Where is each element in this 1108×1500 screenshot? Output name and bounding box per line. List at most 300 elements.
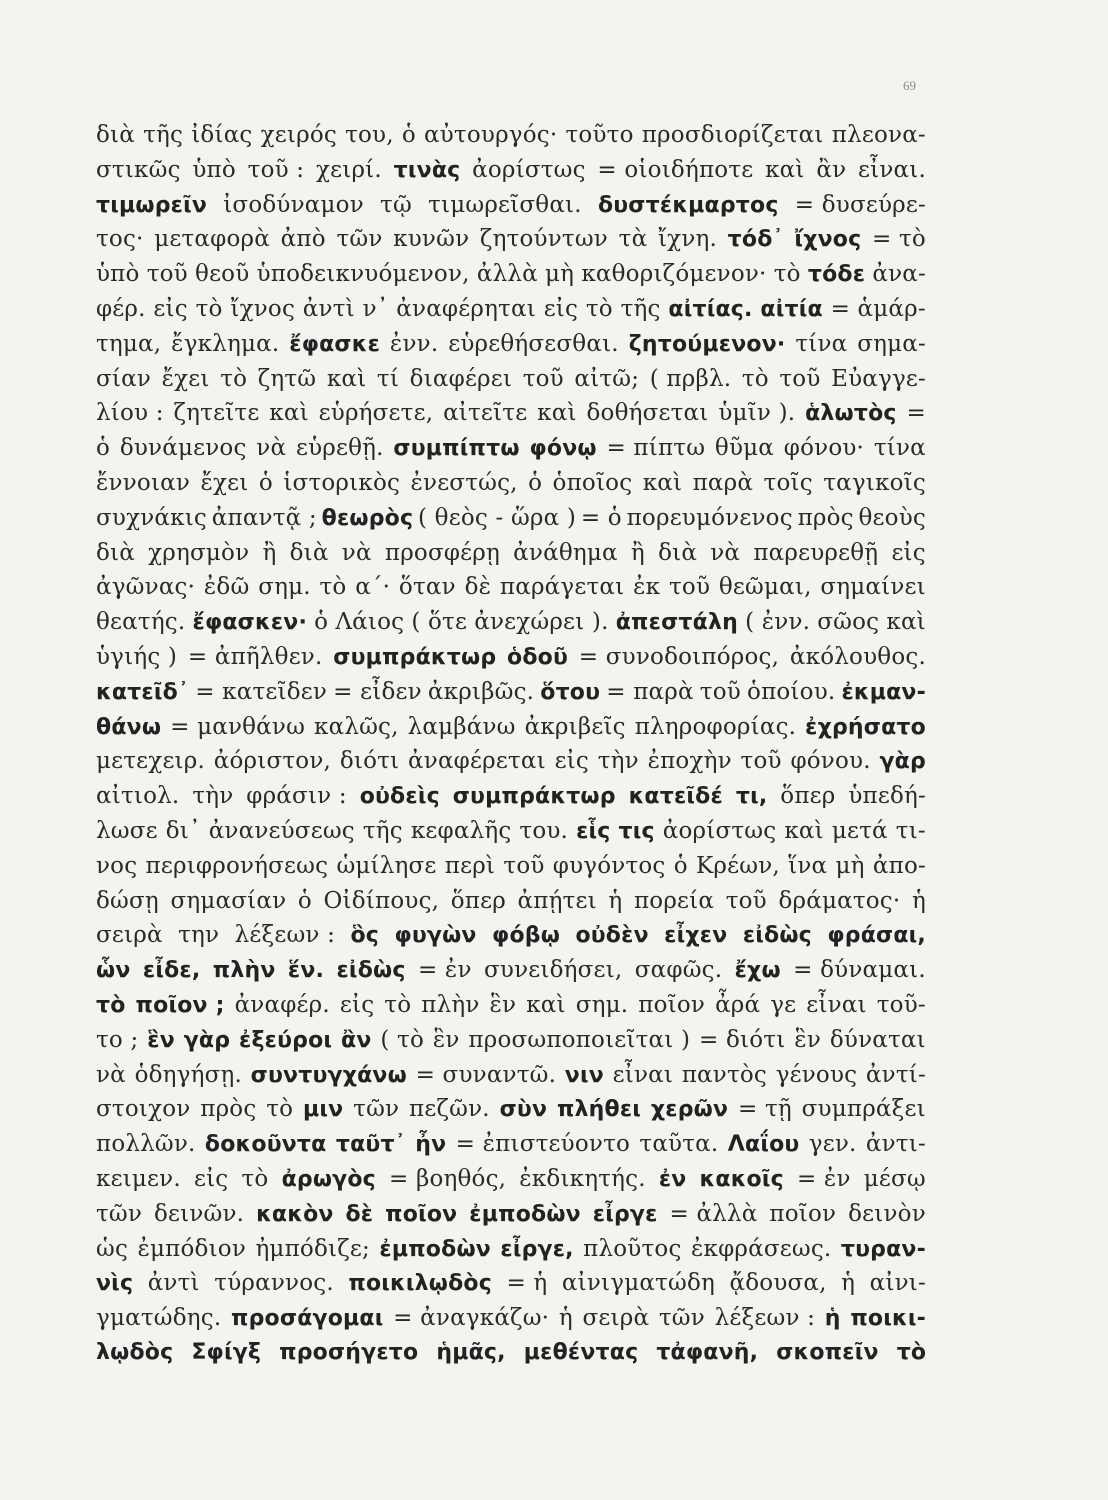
headword: ἐν [658, 1166, 687, 1192]
word: ὑποδεικνυόμενον, [256, 261, 470, 288]
headword: κατεῖδέ [628, 784, 723, 810]
headword: ἔφασκε [289, 331, 381, 357]
word: φυγόντος [552, 852, 666, 879]
headword: ἀρωγὸς [281, 1166, 376, 1192]
headword: ζητούμενον· [628, 331, 786, 357]
word: ἰδίας [191, 122, 253, 148]
word: ὁ [528, 469, 543, 496]
headword: τἀφανῆ, [656, 1339, 759, 1365]
word: ( τὸ [380, 1026, 425, 1053]
word: τῆς [143, 122, 184, 148]
word: ἠμπόδιζε; [255, 1235, 370, 1262]
word: πολλῶν. [96, 1131, 196, 1158]
word: διὰ [658, 539, 698, 566]
headword: εἰδὼς [336, 958, 406, 984]
word: ν᾽ [362, 295, 389, 322]
word: καὶ [526, 991, 566, 1018]
word: ἀπο- [872, 852, 926, 879]
word: = τὸ [872, 226, 926, 253]
text-line [96, 988, 926, 1023]
word: Εὐαγγε- [831, 365, 926, 392]
word: παράγεται [499, 574, 625, 601]
word: ἔχει [200, 469, 249, 496]
headword: ἂν [341, 1027, 372, 1053]
word: προσφέρῃ [384, 539, 500, 566]
word: τὸ [585, 295, 613, 322]
word: καὶ [269, 400, 309, 427]
word: γένους [775, 1061, 858, 1088]
word: τῷ [380, 191, 412, 218]
word: αὐτουργός· [424, 122, 558, 148]
word: τοῦ : [247, 156, 305, 183]
text-line [96, 1197, 926, 1232]
word: μὴ [835, 852, 865, 879]
commentary-text [96, 118, 926, 1371]
word: ( θεὸς - ὥρα ) [417, 504, 577, 531]
word: τῆς [620, 295, 661, 322]
word: τοῖς [763, 469, 813, 496]
word: ἔχει [161, 365, 210, 392]
word: τοῦ [740, 748, 782, 775]
word: ἐδῶ [203, 574, 250, 601]
word: προσωποποιεῖται ) [468, 1026, 691, 1053]
word: λαμβάνω [407, 713, 516, 740]
word: ( ὅτε [411, 609, 468, 636]
word: τῆς [362, 817, 403, 844]
word: αἰνιγματώδη [561, 1270, 716, 1297]
word: καὶ [784, 817, 824, 844]
word: προσδιορίζεται [641, 122, 824, 148]
word: διὰ [96, 539, 135, 566]
word: ζητῶ [257, 365, 317, 392]
word: χειρός [260, 122, 337, 148]
word: ἡ [841, 1270, 856, 1297]
text-line [96, 605, 926, 640]
headword: εἶργε [592, 1201, 658, 1227]
headword: τινὰς [393, 157, 461, 183]
word: μετά [831, 817, 888, 844]
headword: ἐχρήσατο [805, 714, 926, 740]
word: ἀνάθημα [513, 539, 618, 566]
text-line [96, 640, 926, 675]
word: σημα- [857, 330, 926, 357]
headword: ὅτου [540, 679, 601, 705]
word: τοῦ- [876, 991, 926, 1018]
word: ποῖον [638, 991, 706, 1018]
headword: πλὴν [212, 958, 276, 984]
word: γε [770, 991, 797, 1018]
word: λέξεων : [234, 922, 336, 949]
word: τῶν [658, 1305, 705, 1332]
word: του. [519, 817, 569, 844]
word: = βοηθός, [388, 1165, 507, 1192]
word: ἔγκλημα. [171, 330, 280, 357]
word: σαφῶς. [634, 957, 723, 984]
word: τὸ [195, 295, 223, 322]
word: στοιχον [96, 1096, 191, 1123]
headword: φράσαι, [827, 923, 926, 949]
text-line [96, 1301, 926, 1336]
word: = δυσεύρε- [794, 191, 926, 218]
word: πορεία [633, 887, 715, 914]
word: ταγικοῖς [823, 469, 926, 496]
word: ἵνα [788, 852, 828, 879]
word: εἶναι. [857, 156, 926, 183]
word: Οἰδίπους, [323, 887, 440, 914]
word: συμπράξει [801, 1096, 926, 1123]
headword: ὃς [350, 923, 380, 949]
headword: φόνῳ [529, 436, 597, 462]
word: διὰ [289, 539, 329, 566]
word: χειρί. [315, 156, 382, 183]
word: χρησμὸν [148, 539, 250, 566]
word: ὁποίου. [747, 678, 836, 705]
word: αἰτεῖτε [443, 400, 528, 427]
text-line [96, 1266, 926, 1301]
text-line [96, 1162, 926, 1197]
word: ἀντὶ [147, 1270, 200, 1297]
word: = ἀλλὰ [669, 1200, 758, 1227]
word: = δύναμαι. [793, 957, 926, 984]
word: εἰς [543, 295, 579, 322]
word: τῶν [96, 1200, 143, 1227]
word: τῶν [353, 1096, 400, 1123]
headword: ἔφασκεν· [192, 610, 308, 636]
word: τι- [895, 817, 926, 844]
word: ἀνεχώρει ). [474, 609, 609, 636]
word: πορευμόνενος [626, 504, 793, 531]
word: ἔννοιαν [96, 469, 191, 496]
word: = [906, 400, 926, 427]
headword: συμπίπτω [393, 436, 520, 462]
word: διὰ [96, 122, 135, 148]
word: τοῦ [668, 574, 711, 601]
word: = μανθάνω [170, 713, 306, 740]
word: τὸ [266, 1096, 294, 1123]
headword: κατεῖδ᾽ [96, 679, 190, 705]
word: ὁ [297, 887, 312, 914]
word: ἀναφέρεται [408, 748, 546, 775]
headword: χερῶν [650, 1097, 729, 1123]
headword: προσάγομαι [231, 1306, 384, 1332]
word: = ἀπῆλθεν. [187, 643, 323, 670]
word: τοῦ [522, 365, 564, 392]
headword: Σφίγξ [191, 1339, 262, 1365]
word: ἆρά [715, 991, 761, 1018]
headword: ὁδοῦ [507, 644, 569, 670]
word: θεατής. [96, 609, 186, 636]
text-line [96, 292, 926, 327]
word: ποῖον [769, 1200, 837, 1227]
word: μὴ [545, 261, 575, 288]
word: δεινῶν. [153, 1200, 245, 1227]
word: ἀναφέρηται [396, 295, 536, 322]
word: δράματος· [778, 887, 901, 914]
word: παρὰ [692, 469, 754, 496]
headword: φυγὼν [394, 923, 477, 949]
word: σῶος [817, 609, 880, 636]
word: ἀντὶ [302, 295, 355, 322]
text-line [96, 1336, 926, 1371]
word: = οἱοιδήποτε [597, 156, 754, 183]
word: τὴν [597, 748, 639, 775]
word: ἱστορικὸς [283, 469, 401, 496]
word: ὁδηγήσῃ. [134, 1061, 242, 1088]
word: τὸ [384, 991, 412, 1018]
headword: γὰρ [183, 1027, 231, 1053]
headword: φόβῳ [492, 923, 561, 949]
word: ἐνεστώς, [410, 469, 518, 496]
word: γεν. [808, 1131, 857, 1158]
word: καθοριζόμενον· [581, 261, 767, 288]
word: ἀπὸ [280, 226, 326, 253]
word: τος· [96, 226, 144, 253]
text-line [96, 814, 926, 849]
headword: κακὸν [256, 1201, 334, 1227]
headword: νιν [564, 1062, 604, 1088]
word: = συνοδοιπόρος, [578, 643, 780, 670]
word: το ; [96, 1026, 139, 1053]
word: ὁ [96, 435, 111, 462]
word: κειμεν. [96, 1165, 181, 1192]
word: = ἀναγκάζω· [393, 1305, 550, 1332]
word: τύραννος. [214, 1270, 334, 1297]
word: ὁ [258, 469, 273, 496]
headword: ἀπεστάλη [615, 610, 738, 636]
word: νὰ [256, 435, 287, 462]
word: νος [96, 852, 138, 879]
headword: συμπράκτωρ [452, 784, 616, 810]
word: δεινὸν [848, 1200, 926, 1227]
headword: εἶδε, [142, 958, 201, 984]
headword: τόδ᾽ [727, 227, 784, 253]
word: την [178, 922, 220, 949]
word: ὁ [314, 609, 329, 636]
headword: τόδε [807, 262, 866, 288]
word: = ἐν [796, 1165, 851, 1192]
word: = ἁμάρ- [830, 295, 926, 322]
headword: τιμωρεῖν [96, 192, 208, 218]
text-line [96, 153, 926, 188]
word: δώσῃ [96, 887, 159, 914]
word: ὅπερ [450, 887, 506, 914]
word: καὶ [537, 400, 577, 427]
text-line [96, 1023, 926, 1058]
word: αἰτῶ; [574, 365, 640, 392]
word: συνειδήσει, [484, 957, 623, 984]
headword: ποικιλῳδὸς [348, 1271, 492, 1297]
word: ἓν [794, 1026, 822, 1053]
word: ἴχνος [230, 295, 296, 322]
headword: αἰτία [760, 296, 823, 322]
word: τὸ [319, 574, 347, 601]
headword: μεθέντας [523, 1339, 639, 1365]
word: εἰς [891, 539, 926, 566]
headword: δὲ [345, 1201, 374, 1227]
word: πληροφορίας. [634, 713, 797, 740]
word: εἰς [339, 991, 375, 1018]
headword: αἰτίας. [668, 296, 753, 322]
word: τοῦ [146, 261, 188, 288]
word: λέξεων : [714, 1305, 816, 1332]
word: εἶναι [806, 991, 867, 1018]
text-line [96, 884, 926, 919]
word: ἐκδικητής. [519, 1165, 646, 1192]
headword: τι, [735, 784, 768, 810]
word: ὑπεδή- [848, 783, 926, 810]
word: φράσιν : [246, 783, 347, 810]
text-line [96, 779, 926, 814]
word: ὁ [673, 852, 688, 879]
word: περιφρονήσεως [145, 852, 329, 879]
text-line [96, 744, 926, 779]
word: Κρέων, [696, 852, 780, 879]
word: δὲ [464, 574, 492, 601]
word: ὅταν [398, 574, 456, 601]
word: κυνῶν [393, 226, 470, 253]
word: τί [376, 365, 400, 392]
word: ἓν [432, 1026, 460, 1053]
word: νὰ [710, 539, 741, 566]
word: ἀκριβεῖς [524, 713, 626, 740]
word: = ἐπιστεύοντο [455, 1131, 631, 1158]
headword: ἡμᾶς, [436, 1339, 506, 1365]
word: παρευρεθῇ [753, 539, 879, 566]
word: πλεονα- [831, 122, 926, 148]
word: λίου : [96, 400, 164, 427]
word: Λάιος [335, 609, 405, 636]
word: θεοὺς [858, 504, 926, 531]
headword: συντυγχάνω [250, 1062, 407, 1088]
word: φέρ. [96, 295, 146, 322]
word: πρὸς [797, 504, 854, 531]
headword: ἔχω [734, 958, 781, 984]
text-line [96, 466, 926, 501]
text-line [96, 710, 926, 745]
word: ἀνανεύσεως [208, 817, 355, 844]
headword: δοκοῦντα [204, 1132, 327, 1158]
word: ἀκόλουθος. [789, 643, 926, 670]
word: εἰς [153, 295, 188, 322]
word: ὑγιής ) [96, 643, 178, 670]
headword: τὸ [96, 992, 126, 1018]
headword: ποῖον [385, 1201, 458, 1227]
text-line [96, 396, 926, 431]
word: = εἶδεν [333, 678, 422, 705]
word: αἰνι- [869, 1270, 926, 1297]
word: ἐμπόδιον [137, 1235, 247, 1262]
headword: ἦν [415, 1132, 447, 1158]
headword: ἐμποδὼν [469, 1201, 581, 1227]
word: εὑρεθῇ. [295, 435, 384, 462]
word: μέσῳ [863, 1165, 926, 1192]
headword: σὺν [499, 1097, 548, 1123]
word: ἐκφράσεως. [690, 1235, 832, 1262]
word: = ἡ [506, 1270, 548, 1297]
headword: σκοπεῖν [776, 1339, 879, 1365]
word: καὶ [642, 469, 683, 496]
word: πλὴν [421, 991, 480, 1018]
word: δι᾽ [165, 817, 201, 844]
word: διαφέρει [409, 365, 513, 392]
text-line [96, 1092, 926, 1127]
word: τοῦ [725, 887, 767, 914]
word: πρὸς [200, 1096, 257, 1123]
word: = τῇ [737, 1096, 792, 1123]
word: εὑρήσετε, [318, 400, 434, 427]
text-line [96, 1127, 926, 1162]
headword: ἡ [824, 1306, 841, 1332]
headword: θάνω [96, 714, 162, 740]
text-line [96, 918, 926, 953]
word: ὑπὸ [96, 261, 140, 288]
word: πλοῦτος [583, 1235, 682, 1262]
word: ἢ [630, 539, 645, 566]
word: = διότι [699, 1026, 786, 1053]
word: εἶναι [612, 1061, 674, 1088]
headword: ἕν. [287, 958, 325, 984]
word: σημασίαν [170, 887, 287, 914]
headword: νὶς [96, 1271, 134, 1297]
text-line [96, 536, 926, 571]
text-line [96, 222, 926, 257]
headword: προσήγετο [279, 1339, 419, 1365]
headword: εἶχεν [664, 923, 728, 949]
word: ἐποχὴν [647, 748, 732, 775]
word: εἰς [193, 1165, 229, 1192]
word: ὡς [96, 1235, 129, 1262]
word: ὑπὸ [192, 156, 236, 183]
headword: ἓν [147, 1027, 175, 1053]
text-line [96, 257, 926, 292]
word: τὸ [741, 365, 769, 392]
word: του, [345, 122, 394, 148]
word: ὡμίλησε [336, 852, 437, 879]
headword: ἐξεύροι [239, 1027, 333, 1053]
word: ἀορίστως [662, 817, 777, 844]
word: τὸ [241, 1165, 269, 1192]
word: ὁποῖος [552, 469, 633, 496]
word: σημ. [258, 574, 311, 601]
headword: μιν [303, 1097, 344, 1123]
word: μετεχειρ. [96, 748, 206, 775]
word: ὁ [401, 122, 416, 148]
headword: λῳδὸς [96, 1339, 174, 1365]
headword: εἷς [576, 818, 611, 844]
word: σίαν [96, 365, 152, 392]
word: ἀντι- [865, 1131, 926, 1158]
word: ἀγῶνας· [96, 574, 196, 601]
word: τιμωρεῖσθαι. [428, 191, 582, 218]
headword: συμπράκτωρ [333, 644, 497, 670]
word: καὶ [886, 609, 926, 636]
headword: ἴχνος [794, 227, 862, 253]
headword: Λαΐου [727, 1132, 800, 1158]
word: κεφαλῆς [410, 817, 512, 844]
headword: γὰρ [879, 749, 926, 775]
page-number: 69 [903, 78, 916, 93]
word: δύναται [829, 1026, 926, 1053]
word: γματώδης. [96, 1305, 222, 1332]
word: ὑμῖν ). [718, 400, 796, 427]
word: διότι [339, 748, 400, 775]
headword: ὧν [96, 958, 131, 984]
word: περὶ [444, 852, 496, 879]
word: φόνου. [790, 748, 871, 775]
headword: οὐδεὶς [359, 784, 440, 810]
word: ἀορίστως [472, 156, 586, 183]
word: ἡ [608, 887, 623, 914]
